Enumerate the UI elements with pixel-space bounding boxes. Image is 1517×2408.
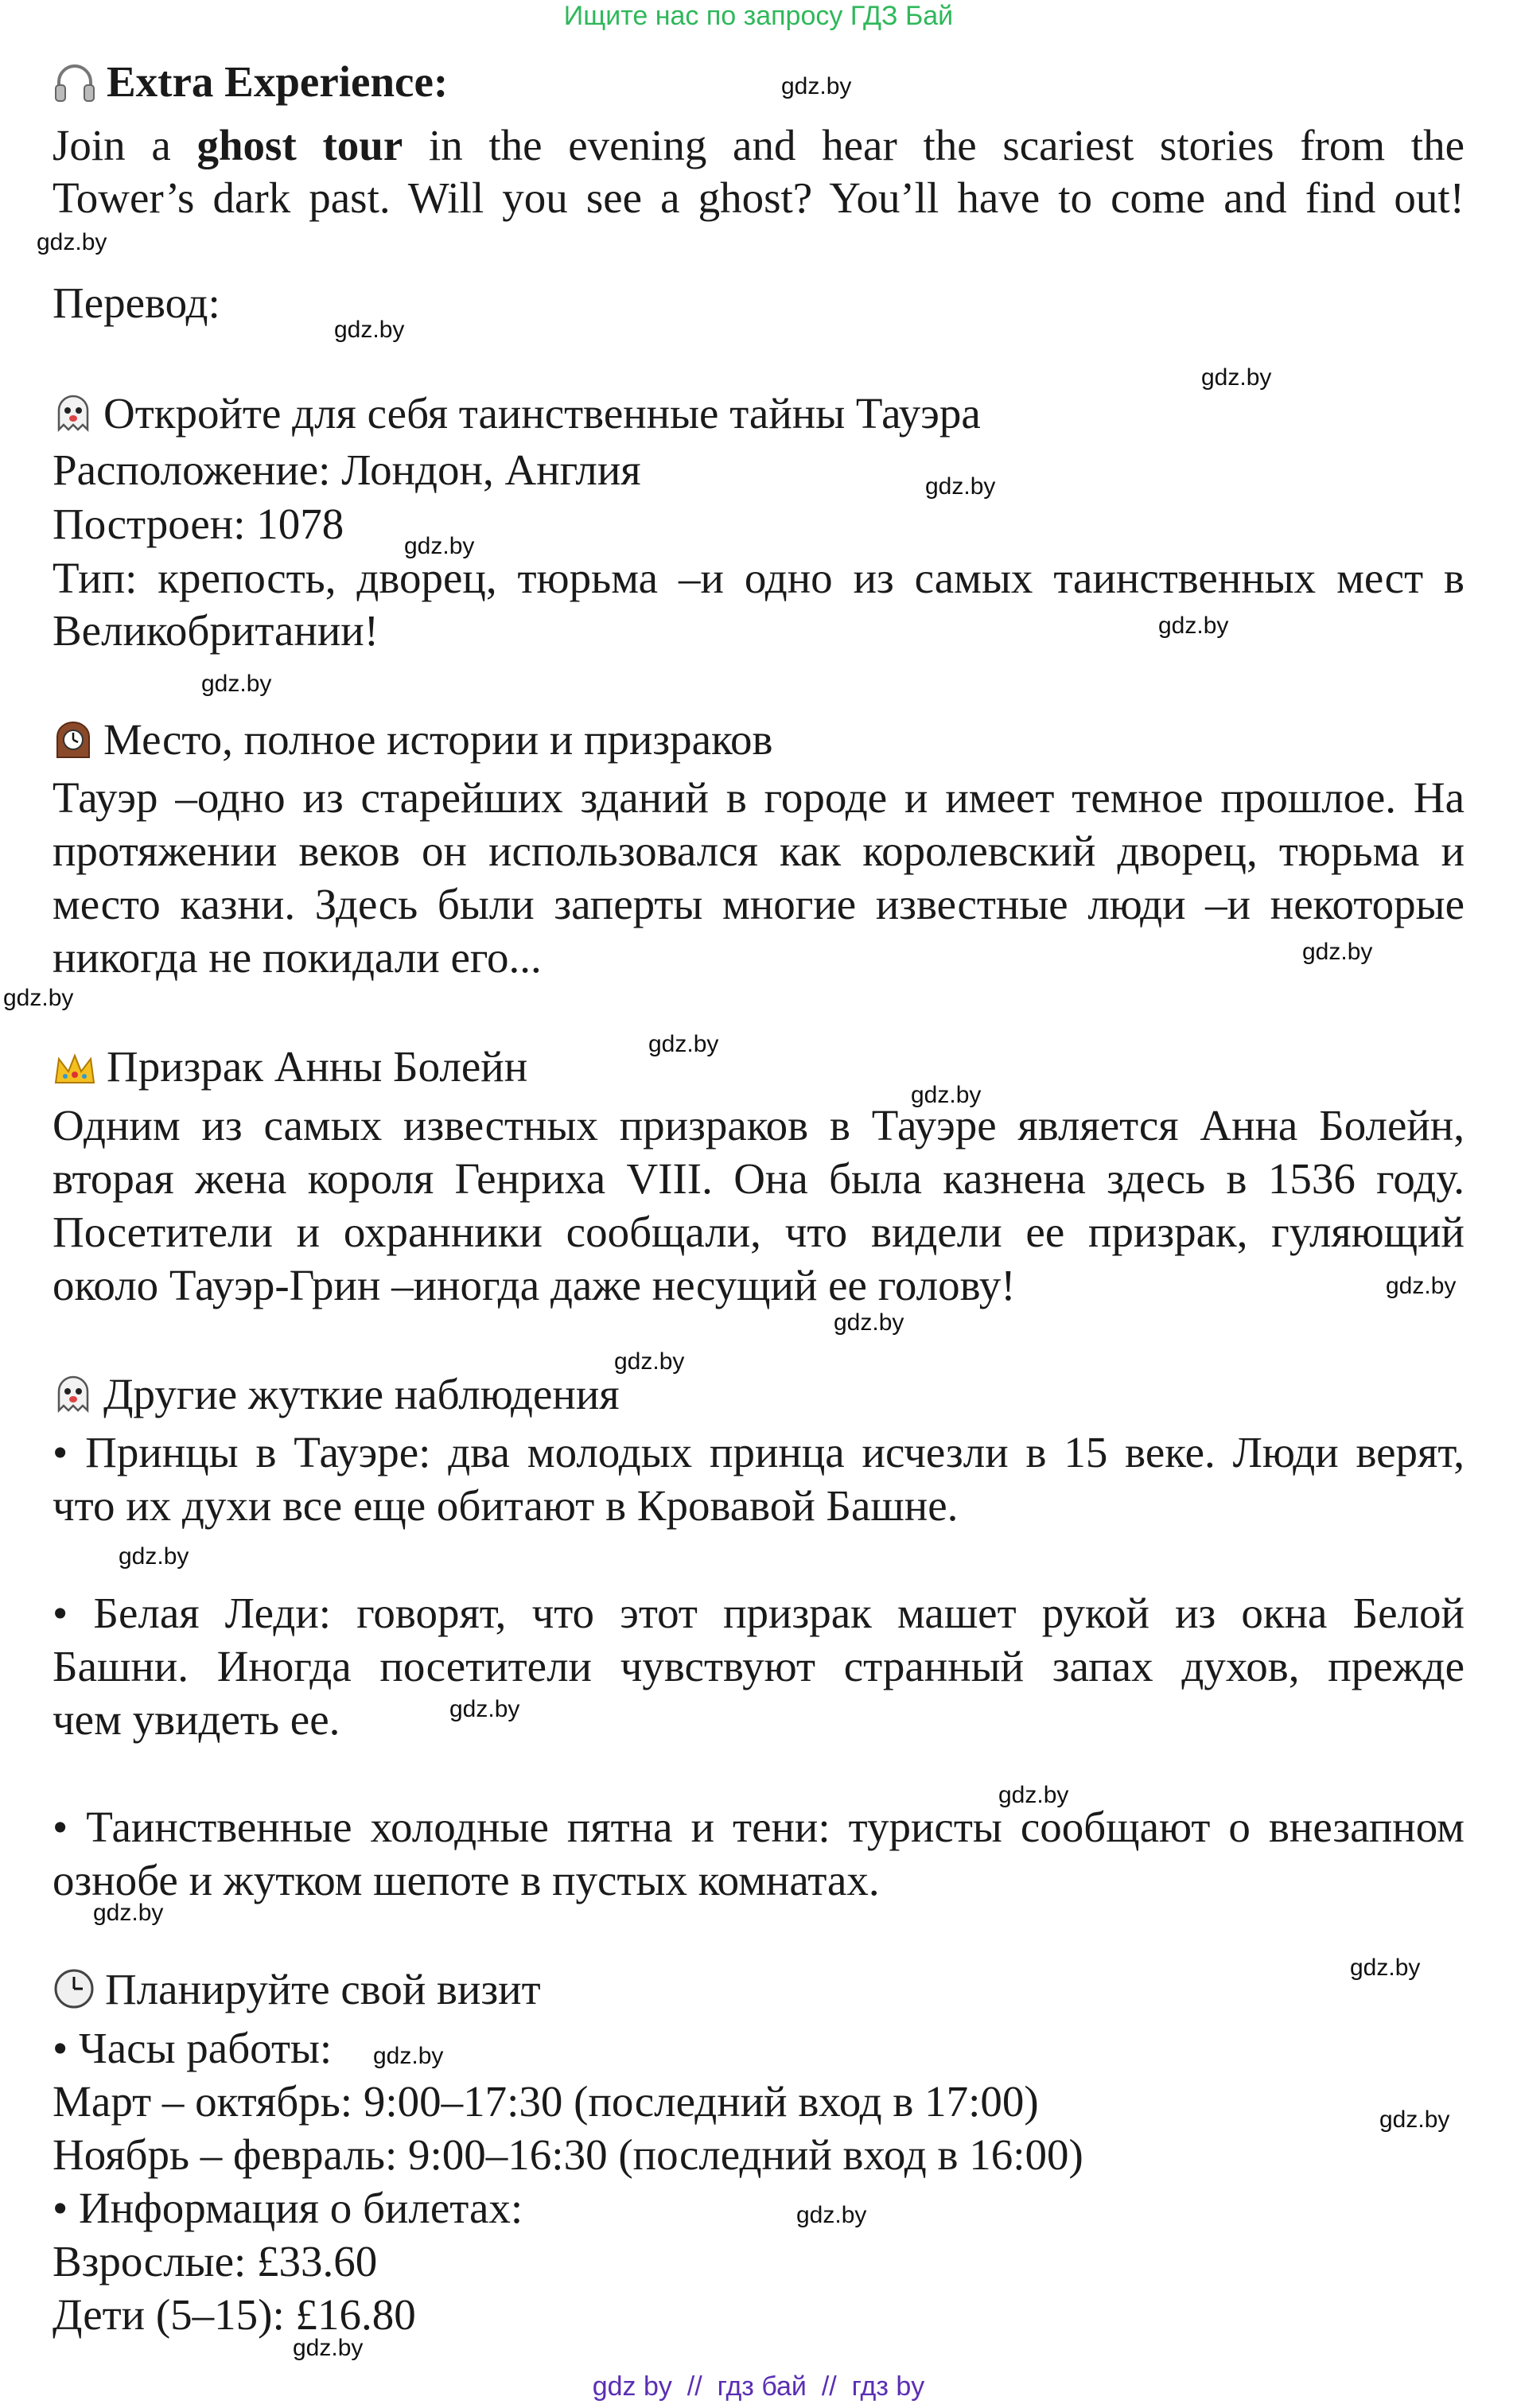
watermark: gdz.by: [1386, 1273, 1457, 1299]
watermark: gdz.by: [1158, 613, 1229, 639]
hours-winter: Ноябрь – февраль: 9:00–16:30 (последний вход в 16:00): [53, 2130, 1083, 2179]
sec4-b2-line-1: • Белая Леди: говорят, что этот призрак машет рукой из окна Белой: [53, 1589, 1464, 1637]
hours-label: • Часы работы:: [53, 2024, 333, 2072]
extra-heading: [53, 56, 448, 115]
watermark: gdz.by: [293, 2335, 364, 2361]
sec1-title: Откройте для себя таинственные тайны Тауэра: [103, 389, 981, 438]
headphones-icon: [53, 61, 97, 115]
watermark: gdz.by: [925, 473, 996, 500]
top-banner: Ищите нас по запросу ГДЗ Бай: [563, 1, 954, 31]
sec3-line-3: Посетители и охранники сообщали, что видели ее призрак, гуляющий: [53, 1208, 1464, 1256]
sec2-heading: [53, 714, 772, 772]
extra-line-1: Join a ghost tour in the evening and hear the scariest stories from the: [53, 121, 1464, 169]
watermark: gdz.by: [614, 1348, 685, 1375]
watermark: gdz.by: [449, 1696, 520, 1722]
sec4-title: Другие жуткие наблюдения: [103, 1370, 620, 1418]
watermark: gdz.by: [998, 1782, 1069, 1808]
watermark: gdz.by: [834, 1309, 904, 1336]
sec4-heading: [53, 1368, 620, 1427]
sec4-b3-line-2: ознобе и жутком шепоте в пустых комнатах.: [53, 1856, 880, 1904]
sec1-heading: [53, 387, 981, 446]
sec1-type-2: Великобритании!: [53, 606, 379, 655]
sec3-line-4: около Тауэр-Грин –иногда даже несущий ее голову!: [53, 1261, 1016, 1309]
price-adults: Взрослые: £33.60: [53, 2237, 378, 2285]
sec1-location: Расположение: Лондон, Англия: [53, 445, 641, 494]
sec2-line-1: Тауэр –одно из старейших зданий в городе и имеет темное прошлое. На: [53, 773, 1464, 822]
watermark: gdz.by: [93, 1900, 164, 1926]
sec4-b2-line-2: Башни. Иногда посетители чувствуют странный запах духов, прежде: [53, 1642, 1464, 1690]
sec3-line-1: Одним из самых известных призраков в Тауэре является Анна Болейн,: [53, 1101, 1464, 1150]
watermark: gdz.by: [648, 1031, 719, 1057]
footer-links: gdz by // гдз бай // гдз by: [592, 2371, 925, 2402]
sec4-b1-line-2: что их духи все еще обитают в Кровавой Башне.: [53, 1481, 959, 1530]
watermark: gdz.by: [1350, 1955, 1421, 1981]
sec2-line-3: место казни. Здесь были заперты многие известные люди –и некоторые: [53, 880, 1464, 928]
watermark: gdz.by: [373, 2043, 444, 2069]
sec4-b3-line-1: • Таинственные холодные пятна и тени: туристы сообщают о внезапном: [53, 1803, 1464, 1851]
watermark: gdz.by: [1379, 2107, 1450, 2133]
sec2-title: Место, полное истории и призраков: [103, 715, 773, 764]
crown-icon: [53, 1047, 97, 1099]
sec4-b1-line-1: • Принцы в Тауэре: два молодых принца исчезли в 15 веке. Люди верят,: [53, 1428, 1464, 1476]
sec5-heading: [53, 1963, 541, 2022]
price-children: Дети (5–15): £16.80: [53, 2290, 416, 2339]
tickets-label: • Информация о билетах:: [53, 2184, 523, 2232]
hours-summer: Март – октябрь: 9:00–17:30 (последний вход в 17:00): [53, 2077, 1039, 2126]
watermark: gdz.by: [3, 985, 74, 1011]
watermark: gdz.by: [1302, 939, 1373, 965]
sec3-title: Призрак Анны Болейн: [107, 1042, 528, 1091]
watermark: gdz.by: [796, 2202, 867, 2228]
watermark: gdz.by: [1201, 364, 1272, 391]
ghost-icon: [53, 393, 94, 446]
watermark: gdz.by: [404, 533, 475, 559]
sec5-title: Планируйте свой визит: [105, 1965, 541, 2013]
sec1-built: Построен: 1078: [53, 500, 344, 548]
sec2-line-2: протяжении веков он использовался как королевский дворец, тюрьма и: [53, 827, 1464, 875]
watermark: gdz.by: [334, 317, 405, 343]
watermark: gdz.by: [37, 229, 107, 255]
watermark: gdz.by: [781, 73, 852, 99]
sec3-heading: [53, 1041, 527, 1099]
watermark: gdz.by: [911, 1082, 982, 1108]
sec1-type-1: Тип: крепость, дворец, тюрьма –и одно из самых таинственных мест в: [53, 554, 1464, 602]
mantel-clock-icon: [53, 719, 94, 772]
translation-label: Перевод:: [53, 278, 220, 327]
watermark: gdz.by: [201, 671, 272, 697]
clock-icon: [53, 1967, 95, 2022]
ghost-tour-bold: ghost tour: [196, 121, 403, 169]
extra-title: Extra Experience:: [107, 57, 449, 106]
sec2-line-4: никогда не покидали его...: [53, 933, 542, 982]
sec3-line-2: вторая жена короля Генриха VIII. Она была казнена здесь в 1536 году.: [53, 1154, 1464, 1203]
sec4-b2-line-3: чем увидеть ее.: [53, 1695, 340, 1744]
watermark: gdz.by: [119, 1543, 189, 1570]
ghost-icon: [53, 1374, 94, 1427]
extra-line-2: Tower’s dark past. Will you see a ghost? You’ll have to come and find out!: [53, 173, 1464, 222]
